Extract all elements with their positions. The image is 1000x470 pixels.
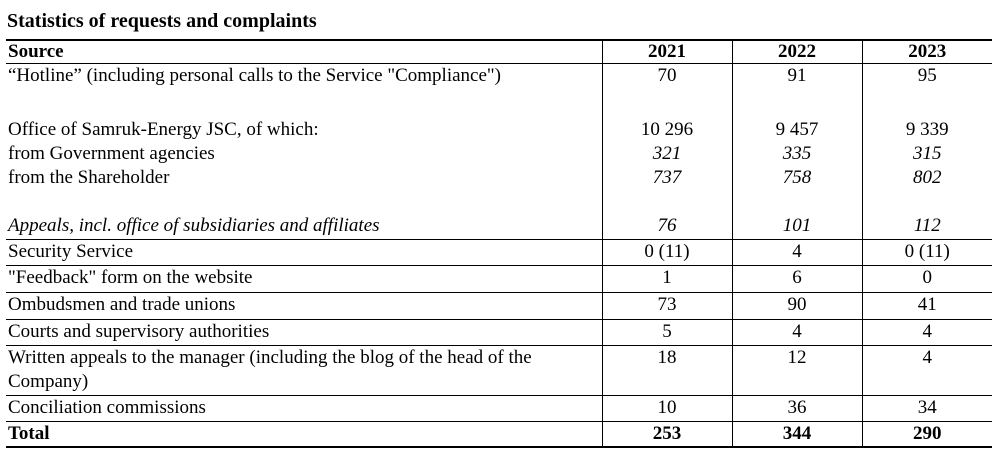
table-row bbox=[6, 346, 992, 396]
cell-2022-group bbox=[732, 118, 862, 214]
row-label-group bbox=[6, 118, 602, 214]
table-row-appeals bbox=[6, 214, 992, 240]
cell-2022: 91 bbox=[732, 64, 862, 118]
table-row bbox=[6, 293, 992, 320]
table-row bbox=[6, 266, 992, 293]
cell-2022: 36 bbox=[732, 396, 862, 422]
shareholder-2021: 737 bbox=[652, 166, 682, 188]
total-2023: 290 bbox=[862, 422, 992, 448]
cell-2022: 12 bbox=[732, 346, 862, 396]
shareholder-2022: 758 bbox=[782, 166, 812, 188]
cell-2023: 95 bbox=[862, 64, 992, 118]
cell-2021: 1 bbox=[602, 266, 732, 293]
cell-2023: 41 bbox=[862, 293, 992, 320]
table-row bbox=[6, 240, 992, 266]
cell-2023: 0 (11) bbox=[862, 240, 992, 266]
header-2023: 2023 bbox=[862, 40, 992, 64]
office-2021: 10 296 bbox=[640, 118, 694, 140]
cell-2023: 4 bbox=[862, 346, 992, 396]
total-2021: 253 bbox=[602, 422, 732, 448]
office-2022: 9 457 bbox=[775, 118, 819, 140]
office-2023: 9 339 bbox=[905, 118, 949, 140]
government-2022: 335 bbox=[782, 142, 812, 164]
cell-2023: 4 bbox=[862, 320, 992, 346]
row-label: “Hotline” (including personal calls to the Service "Compliance") bbox=[8, 65, 501, 86]
cell-2021: 5 bbox=[602, 320, 732, 346]
header-2022: 2022 bbox=[732, 40, 862, 64]
header-row bbox=[6, 40, 992, 64]
table-row-total bbox=[6, 422, 992, 448]
table-row-office bbox=[6, 118, 992, 214]
cell-2022: 4 bbox=[732, 320, 862, 346]
table-title: Statistics of requests and complaints bbox=[7, 10, 317, 32]
government-2023: 315 bbox=[913, 142, 942, 164]
cell-2021: 0 (11) bbox=[602, 240, 732, 266]
row-label: Ombudsmen and trade unions bbox=[6, 293, 602, 320]
header-source: Source bbox=[6, 40, 602, 64]
shareholder-label: from the Shareholder bbox=[8, 166, 170, 188]
total-2022: 344 bbox=[732, 422, 862, 448]
cell-2022: 4 bbox=[732, 240, 862, 266]
row-label: Written appeals to the manager (including the blog of the head of the Company) bbox=[6, 346, 602, 396]
government-2021: 321 bbox=[652, 142, 682, 164]
table-row-hotline bbox=[6, 64, 992, 118]
table-row bbox=[6, 320, 992, 346]
row-label: Conciliation commissions bbox=[6, 396, 602, 422]
cell-2021: 73 bbox=[602, 293, 732, 320]
cell-2021: 76 bbox=[602, 214, 732, 240]
office-label: Office of Samruk-Energy JSC, of which: bbox=[8, 118, 319, 140]
statistics-table bbox=[6, 39, 992, 448]
cell-2021: 18 bbox=[602, 346, 732, 396]
cell-2021: 70 bbox=[602, 64, 732, 118]
cell-2022: 101 bbox=[732, 214, 862, 240]
header-2021: 2021 bbox=[602, 40, 732, 64]
shareholder-2023: 802 bbox=[913, 166, 942, 188]
government-label: from Government agencies bbox=[8, 142, 215, 164]
cell-2022: 90 bbox=[732, 293, 862, 320]
cell-2023: 0 bbox=[862, 266, 992, 293]
cell-2022: 6 bbox=[732, 266, 862, 293]
row-label: "Feedback" form on the website bbox=[6, 266, 602, 293]
cell-2021-group bbox=[602, 118, 732, 214]
row-label: Appeals, incl. office of subsidiaries and affiliates bbox=[6, 214, 602, 240]
cell-2023: 34 bbox=[862, 396, 992, 422]
row-label: Courts and supervisory authorities bbox=[6, 320, 602, 346]
cell-2023-group bbox=[862, 118, 992, 214]
table-row bbox=[6, 396, 992, 422]
cell-2023: 112 bbox=[862, 214, 992, 240]
cell-2021: 10 bbox=[602, 396, 732, 422]
row-label: Security Service bbox=[6, 240, 602, 266]
total-label: Total bbox=[6, 422, 602, 448]
